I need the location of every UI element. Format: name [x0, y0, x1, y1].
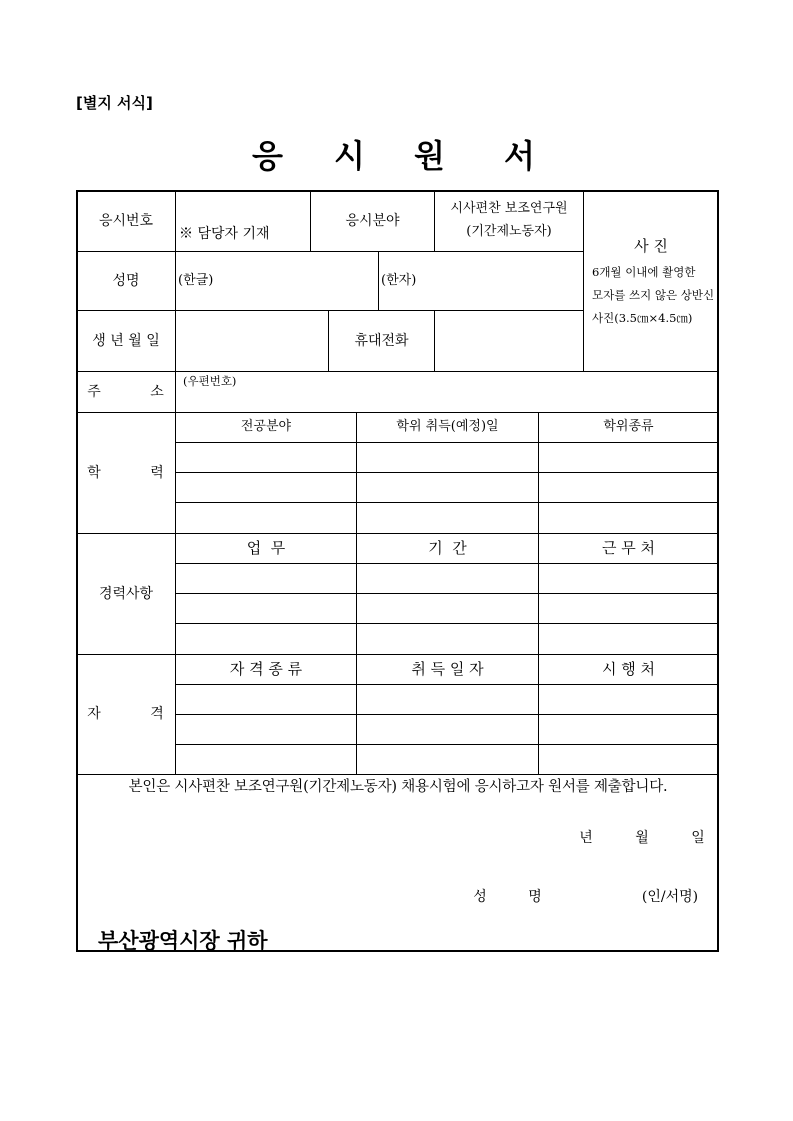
date-month-label: 월 — [635, 830, 649, 846]
education-row-3-major[interactable] — [176, 503, 356, 533]
divider — [378, 251, 379, 310]
qualification-row-1-type[interactable] — [176, 685, 356, 714]
education-col-major: 전공분야 — [240, 419, 292, 434]
qualification-label-left: 자 — [87, 706, 101, 722]
seal-signature-label: (인/서명) — [641, 889, 699, 905]
name-korean-field[interactable]: (한글) — [178, 272, 214, 288]
qualification-col-type: 자 격 종 류 — [229, 660, 303, 678]
declaration-statement: 본인은 시사편찬 보조연구원(기간제노동자) 채용시험에 응시하고자 원서를 제출합니다. — [128, 779, 668, 795]
qualification-row-3-type[interactable] — [176, 745, 356, 774]
addressee: 부산광역시장 귀하 — [98, 929, 268, 953]
education-label-left: 학 — [87, 464, 101, 481]
qualification-row-3-issuer[interactable] — [539, 745, 718, 774]
qualification-row-3-date[interactable] — [357, 745, 538, 774]
name-hanja-field[interactable]: (한자) — [381, 272, 417, 288]
career-row-1-workplace[interactable] — [539, 564, 718, 593]
address-field[interactable] — [176, 390, 718, 412]
exam-field-value-line1: 시사편찬 보조연구원 — [450, 201, 568, 216]
education-label-right: 력 — [150, 464, 164, 481]
education-row-1-major[interactable] — [176, 443, 356, 472]
education-row-1-date[interactable] — [357, 443, 538, 472]
qualification-row-2-issuer[interactable] — [539, 715, 718, 744]
education-col-degree-date: 학위 취득(예정)일 — [396, 419, 499, 434]
title-char-3: 원 — [414, 137, 445, 175]
phone-label: 휴대전화 — [354, 332, 409, 349]
qualification-row-2-type[interactable] — [176, 715, 356, 744]
birth-date-field[interactable] — [176, 310, 328, 371]
phone-field[interactable] — [435, 310, 583, 371]
title-char-2: 시 — [334, 137, 365, 175]
birth-date-label: 생 년 월 일 — [92, 332, 160, 349]
postal-code-hint: (우편번호) — [183, 374, 237, 388]
exam-field-label: 응시분야 — [345, 213, 400, 229]
career-label: 경력사항 — [98, 585, 154, 602]
divider — [77, 774, 718, 775]
career-row-1-duty[interactable] — [176, 564, 356, 593]
career-row-2-duty[interactable] — [176, 594, 356, 623]
qualification-label-right: 격 — [150, 706, 164, 722]
photo-note-line1: 6개월 이내에 촬영한 — [592, 265, 696, 279]
exam-field-value-line2: (기간제노동자) — [466, 224, 552, 239]
photo-label: 사 진 — [634, 237, 668, 255]
career-col-workplace: 근 무 처 — [601, 539, 655, 557]
divider — [583, 191, 584, 371]
date-day-label: 일 — [691, 830, 705, 846]
career-row-1-period[interactable] — [357, 564, 538, 593]
title-char-1: 응 — [252, 137, 283, 175]
form-tag: [별지 서식] — [76, 94, 153, 112]
address-label-right: 소 — [150, 383, 164, 400]
education-row-3-date[interactable] — [357, 503, 538, 533]
education-row-2-date[interactable] — [357, 473, 538, 502]
divider — [77, 371, 718, 372]
qualification-row-1-date[interactable] — [357, 685, 538, 714]
title-char-4: 서 — [504, 137, 535, 175]
career-row-3-period[interactable] — [357, 624, 538, 654]
career-row-3-duty[interactable] — [176, 624, 356, 654]
exam-number-label: 응시번호 — [98, 213, 154, 229]
education-row-1-type[interactable] — [539, 443, 718, 472]
address-label-left: 주 — [87, 383, 101, 400]
career-col-duty: 업 무 — [246, 539, 286, 557]
education-col-degree-type: 학위종류 — [603, 419, 654, 434]
career-row-2-period[interactable] — [357, 594, 538, 623]
qualification-row-1-issuer[interactable] — [539, 685, 718, 714]
date-year-label: 년 — [579, 830, 593, 846]
photo-note-line3: 사진(3.5㎝×4.5㎝) — [592, 311, 693, 325]
career-row-2-workplace[interactable] — [539, 594, 718, 623]
exam-number-note: ※ 담당자 기재 — [179, 226, 270, 242]
career-row-3-workplace[interactable] — [539, 624, 718, 654]
education-row-2-type[interactable] — [539, 473, 718, 502]
signer-name-label-right: 명 — [528, 889, 542, 905]
qualification-row-2-date[interactable] — [357, 715, 538, 744]
career-col-period: 기 간 — [428, 539, 467, 557]
signer-name-label-left: 성 — [473, 889, 487, 905]
qualification-col-date: 취 득 일 자 — [411, 660, 484, 678]
qualification-col-issuer: 시 행 처 — [601, 660, 655, 678]
education-row-3-type[interactable] — [539, 503, 718, 533]
education-row-2-major[interactable] — [176, 473, 356, 502]
photo-note-line2: 모자를 쓰지 않은 상반신 — [592, 288, 715, 302]
name-label: 성명 — [112, 272, 140, 289]
